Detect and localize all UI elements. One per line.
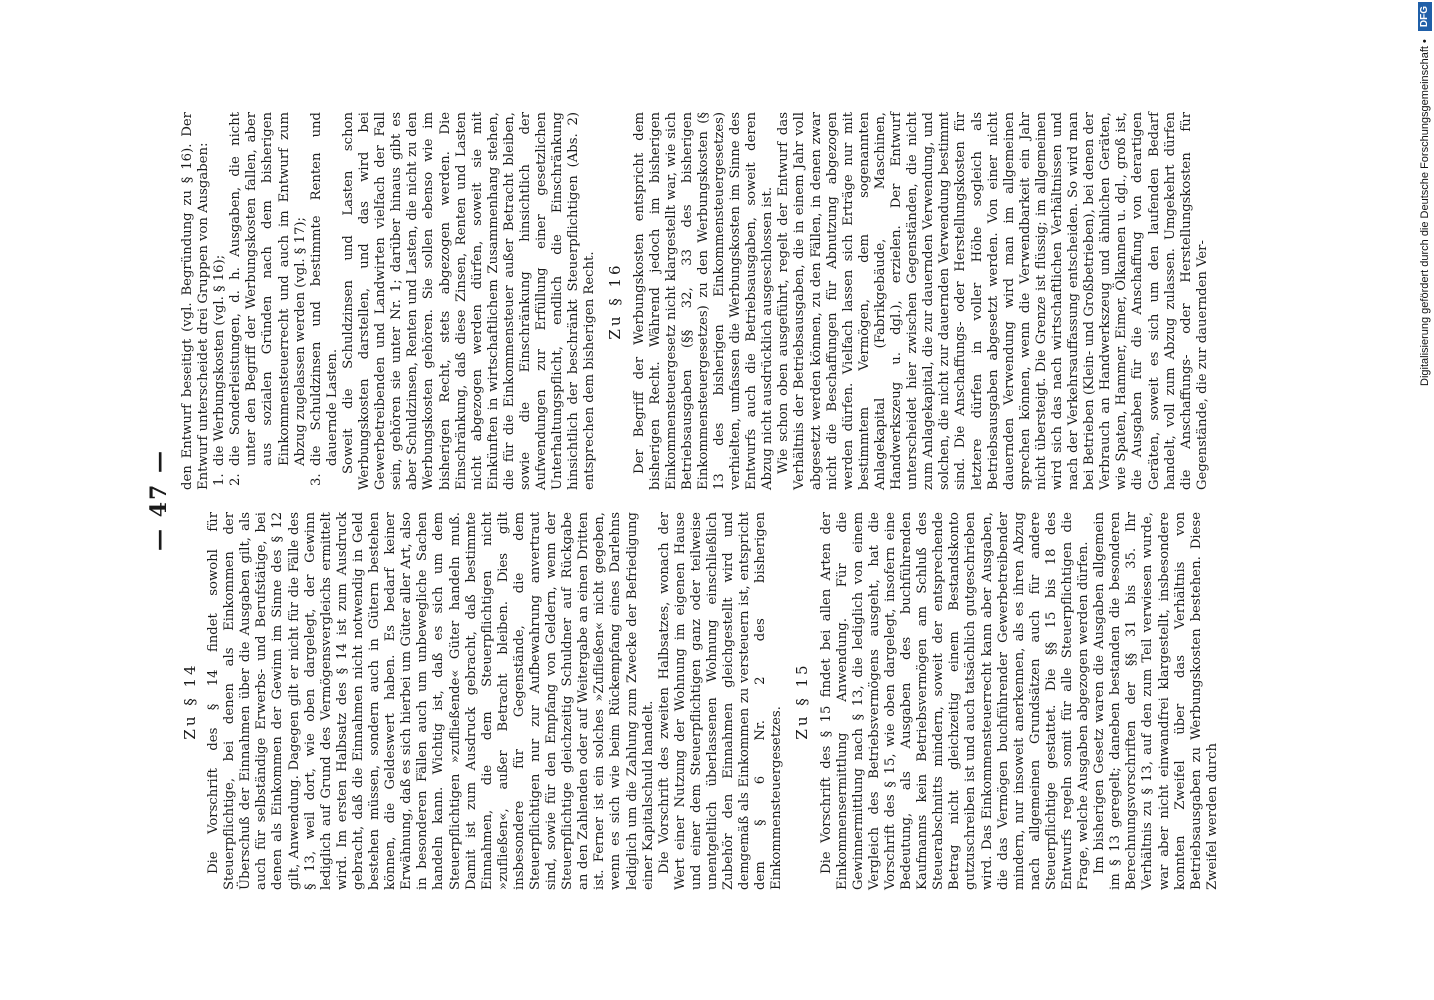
credit-text: Digitalisierung gefördert durch die Deutsche Forschungsgemeinschaft • [1419, 39, 1431, 386]
paragraph: Die Vorschrift des § 14 findet sowohl für Steuerpflichtige, bei denen als Einkommen der Überschuß der Einnahmen über die Ausgaben gilt, als auch für selbständige Erwerbs- und Berufstätige, bei denen als Einkommen der Gewinn im Sinne des § 12 gilt, Anwendung. Dagegen gilt er nicht für die Fälle des § 13, weil dort, wie oben dargelegt, der Gewinn lediglich auf Grund des Vermögensvergleichs ermittelt wird. Im ersten Halbsatz des § 14 ist zum Ausdruck gebracht, daß die Einnahmen nicht notwendig in Geld bestehen müssen, sondern auch in Gütern bestehen können, die Geldeswert haben. Es bedarf keiner Erwähnung, daß es sich hierbei um Güter aller Art, also in besonderen Fällen auch um unbewegliche Sachen handeln kann. Wichtig ist, daß es sich um dem Steuerpflichtigen »zufließende« Güter handeln muß. Damit ist zum Ausdruck gebracht, daß bestimmte Einnahmen, die dem Steuerpflichtigen nicht »zufließen«, außer Betracht bleiben. Dies gilt insbesondere für Gegenstände, die dem Steuerpflichtigen nur zur Aufbewahrung anvertraut sind, sowie für den Empfang von Geldern, wenn der Steuerpflichtige gleichzeitig Schuldner auf Rückgabe an den Zahlenden oder auf Weitergabe an einen Dritten ist. Ferner ist ein solches »Zufließen« nicht gegeben, wenn es sich wie beim Rückempfang eines Darlehns lediglich um die Zahlung zum Zwecke der Befriedigung einer Kapitalschuld handelt. [206, 512, 656, 890]
paragraph: Soweit die Schuldzinsen und Lasten schon Werbungskosten darstellen, und das wird bei Gewerbetreibenden und Landwirten vielfach der Fall sein, gehören sie unter Nr. 1; darüber hinaus gibt es aber Schuldzinsen, Renten und Lasten, die nicht zu den Werbungskosten gehören. Sie sollen ebenso wie im bisherigen Recht, stets abgezogen werden. Die Einschränkung, daß diese Zinsen, Renten und Lasten nicht abgezogen werden dürfen, soweit sie mit Einkünften in wirtschaftlichem Zusammenhang stehen, die für die Einkommensteuer außer Betracht bleiben, sowie die Einschränkung hinsichtlich der Aufwendungen zur Erfüllung einer gesetzlichen Unterhaltungspflicht, endlich die Einschränkung hinsichtlich der beschränkt Steuerpflichtigen (Abs. 2) entsprechen dem bisherigen Recht. [340, 112, 598, 490]
paragraph: Wie schon oben ausgeführt, regelt der Entwurf das Verhältnis der Betriebsausgaben, die in einem Jahr voll abgesetzt werden können, zu den Fällen, in denen zwar nicht die Beschaffungen für Abnutzung abgezogen werden dürfen. Vielfach lassen sich Erträge nur mit bestimmtem Vermögen, dem sogenannten Anlagekapital (Fabrikgebäude, Maschinen, Handwerkszeug u. dgl.), erzielen. Der Entwurf unterscheidet hier zwischen Gegenständen, die nicht zum Anlagekapital, die zur dauernden Verwendung, und solchen, die nicht zur dauernden Verwendung bestimmt sind. Die Anschaffungs- oder Herstellungskosten für letztere dürfen in voller Höhe sogleich als Betriebsausgaben abgesetzt werden. Von einer nicht dauernden Verwendung wird man im allgemeinen sprechen können, wenn die Verwendbarkeit ein Jahr nicht übersteigt. Die Grenze ist flüssig; im allgemeinen wird sich das nach wirtschaftlichen Verhältnissen und nach der Verkehrsauffassung entscheiden. So wird man bei Betrieben (Klein- und Großbetrieben), bei denen der Verbrauch an Handwerkszeug und ähnlichen Geräten, wie Spaten, Hammer, Eimer, Ölkannen u. dgl., groß ist, die Ausgaben für die Anschaffung von derartigen Geräten, soweit es sich um den laufenden Bedarf handelt, voll zum Abzug zulassen. Umgekehrt dürfen die Anschaffungs- oder Herstellungskosten für Gegenstände, die zur dauernden Ver- [776, 112, 1210, 490]
list-item [228, 112, 308, 490]
list-text: die Werbungskosten (vgl. § 16); [212, 254, 228, 466]
list-number: 1. [212, 473, 228, 486]
paragraph: den Entwurf beseitigt (vgl. Begründung zu § 16). Der Entwurf unterscheidet drei Gruppen von Ausgaben: [180, 112, 212, 490]
section-heading-14: Zu § 14 [181, 662, 199, 740]
section-heading-16: Zu § 16 [606, 262, 625, 340]
paragraph: Der Begriff der Werbungskosten entspricht dem bisherigen Recht. Während jedoch im bisherigen Einkommensteuergesetz nicht klargestellt war, wie sich Betriebsausgaben (§§ 32, 33 des bisherigen Einkommensteuergesetzes) zu den Werbungskosten (§ 13 des bisherigen Einkommensteuergesetzes) verhielten, umfassen die Werbungskosten im Sinne des Entwurfs auch die Betriebsausgaben, soweit deren Abzug nicht ausdrücklich ausgeschlossen ist. [631, 112, 776, 490]
section-heading-15: Zu § 15 [793, 662, 812, 740]
list-number: 2. [228, 473, 244, 486]
paragraph: Im bisherigen Gesetz waren die Ausgaben allgemein im § 13 geregelt; daneben bestanden die besonderen Berechnungsvorschriften der §§ 31 bis 35. Ihr Verhältnis zu § 13, auf den zum Teil verwiesen wurde, war aber nicht einwandfrei klargestellt, insbesondere konnten Zweifel über das Verhältnis von Betriebsausgaben zu Werbungskosten bestehen. Diese Zweifel werden durch [1092, 512, 1220, 890]
dfg-logo-icon: DFG [1418, 2, 1432, 31]
paragraph: Die Vorschrift des zweiten Halbsatzes, wonach der Wert einer Nutzung der Wohnung im eigenen Hause und einer dem Steuerpflichtigen ganz oder teilweise unentgeltlich überlassenen Wohnung einschließlich Zubehör den Einnahmen gleichgestellt wird und demgemäß als Einkommen zu versteuern ist, entspricht dem § 6 Nr. 2 des bisherigen Einkommensteuergesetzes. [656, 512, 785, 890]
dfg-credit [1416, 0, 1434, 1000]
paragraph: Die Vorschrift des § 15 findet bei allen Arten der Einkommensermittlung Anwendung. Für die Gewinnermittlung nach § 13, die lediglich von einem Vergleich des Betriebsvermögens ausgeht, hat die Vorschrift des § 15, wie oben dargelegt, insofern eine Bedeutung, als Ausgaben des buchführenden Kaufmanns kein Betriebsvermögen am Schluß des Steuerabschnitts mindern, soweit der entsprechende Betrag nicht gleichzeitig einem Bestandskonto gutzuschreiben ist und auch tatsächlich gutgeschrieben wird. Das Einkommensteuerrecht kann aber Ausgaben, die das Vermögen buchführender Gewerbetreibender mindern, nur insoweit anerkennen, als es ihren Abzug nach allgemeinen Grundsätzen auch für andere Steuerpflichtige gestattet. Die §§ 15 bis 18 des Entwurfs regeln somit für alle Steuerpflichtigen die Frage, welche Ausgaben abgezogen werden dürfen. [818, 512, 1092, 890]
expense-groups-list [212, 112, 341, 490]
list-number: 3. [308, 473, 324, 486]
list-text: die Schuldzinsen und bestimmte Renten und dauernde Lasten. [308, 112, 340, 466]
list-text: die Sonderleistungen, d. h. Ausgaben, die nicht unter den Begriff der Werbungskosten fallen, aber aus sozialen Gründen nach dem bisherigen Einkommensteuerrecht und auch im Entwurf zum Abzug zugelassen werden (vgl. § 17); [228, 112, 308, 466]
scanned-page [140, 100, 1220, 900]
right-column [180, 112, 1210, 490]
left-column [180, 512, 1220, 890]
page-number: — 47 — [146, 449, 172, 551]
list-item [309, 112, 341, 490]
list-item [212, 112, 228, 490]
